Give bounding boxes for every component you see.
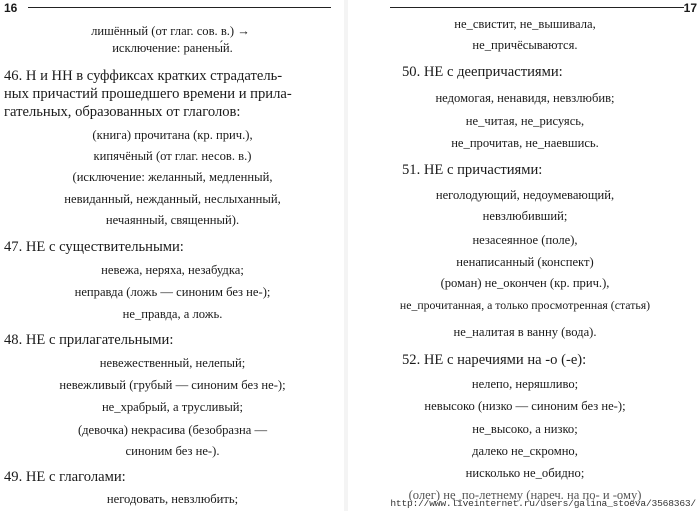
text-line: невысоко (низко — синоним без не-); — [424, 399, 626, 413]
section-heading-46: 46. Н и НН в суффиксах кратких страдатель- — [4, 68, 283, 84]
text-line: нисколько не_обидно; — [465, 466, 585, 480]
text-line: не_храбрый, а трусливый; — [101, 400, 244, 414]
section-heading-46-cont: гательных, образованных от глаголов: — [4, 104, 241, 120]
text-line: (исключение: желанный, медленный, — [72, 170, 273, 184]
text-line: (роман) не_окончен (кр. прич.), — [440, 276, 610, 290]
text-line: (олег) не_по-летнему (нареч. на по- и -ому) — [408, 488, 642, 502]
section-heading-46-cont: ных причастий прошедшего времени и прила- — [4, 86, 292, 102]
text-line: (книга) прочитана (кр. прич.), — [92, 128, 253, 142]
text-line: исключение: ранены́й. — [112, 41, 233, 55]
section-heading-49: 49. НЕ с глаголами: — [4, 469, 126, 485]
right-page — [350, 0, 700, 511]
text-line: синоним без не-). — [125, 444, 220, 458]
book-gutter — [344, 0, 348, 511]
text-line: не_читая, не_рисуясь, — [465, 114, 585, 128]
text-line: незасеянное (поле), — [472, 233, 578, 247]
text-line: не_налитая в ванну (вода). — [453, 325, 597, 339]
header-rule-right — [390, 7, 684, 8]
section-heading-48: 48. НЕ с прилагательными: — [4, 332, 174, 348]
text-line: ненаписанный (конспект) — [456, 255, 594, 269]
text-line: далеко не_скромно, — [472, 444, 578, 458]
text-line: негодовать, невзлюбить; — [106, 492, 239, 506]
text-line: не_прочитанная, а только просмотренная (статья) — [399, 298, 651, 312]
page-number-left: 16 — [4, 1, 18, 15]
watermark-url: http://www.liveinternet.ru/users/galina_stoeva/3568363/ — [390, 498, 696, 509]
section-heading-47: 47. НЕ с существительными: — [4, 239, 184, 255]
header-rule-left — [28, 7, 331, 8]
text-line: кипячёный (от глаг. несов. в.) — [93, 149, 252, 163]
text-line: недомогая, ненавидя, невзлюбив; — [435, 91, 615, 105]
text-line: не_высоко, а низко; — [472, 422, 578, 436]
text-line: не_прочитав, не_наевшись. — [451, 136, 599, 150]
section-heading-51: 51. НЕ с причастиями: — [402, 162, 543, 178]
text-line: невзлюбивший; — [482, 209, 568, 223]
text-line: невежа, неряха, незабудка; — [101, 263, 244, 277]
text-line: нечаянный, священный). — [105, 213, 240, 227]
text-line: лишённый (от глаг. сов. в.) → — [91, 24, 250, 38]
text-line: невиданный, нежданный, неслыханный, — [64, 192, 281, 206]
text-line: нелепо, неряшливо; — [471, 377, 579, 391]
text-line: неголодующий, недоумевающий, — [435, 188, 615, 202]
section-heading-50: 50. НЕ с деепричастиями: — [402, 64, 563, 80]
page-number-right: 17 — [683, 1, 697, 15]
text-line: не_правда, а ложь. — [122, 307, 223, 321]
text-line: невежливый (грубый — синоним без не-); — [59, 378, 286, 392]
section-heading-52: 52. НЕ с наречиями на -о (-е): — [402, 352, 587, 368]
text-line: не_свистит, не_вышивала, — [454, 17, 596, 31]
text-line: не_причёсываются. — [472, 38, 578, 52]
text-line: неправда (ложь — синоним без не-); — [74, 285, 271, 299]
text-line: (девочка) некрасива (безобразна — — [77, 423, 268, 437]
left-page — [0, 0, 345, 511]
text-line: невежественный, нелепый; — [99, 356, 246, 370]
